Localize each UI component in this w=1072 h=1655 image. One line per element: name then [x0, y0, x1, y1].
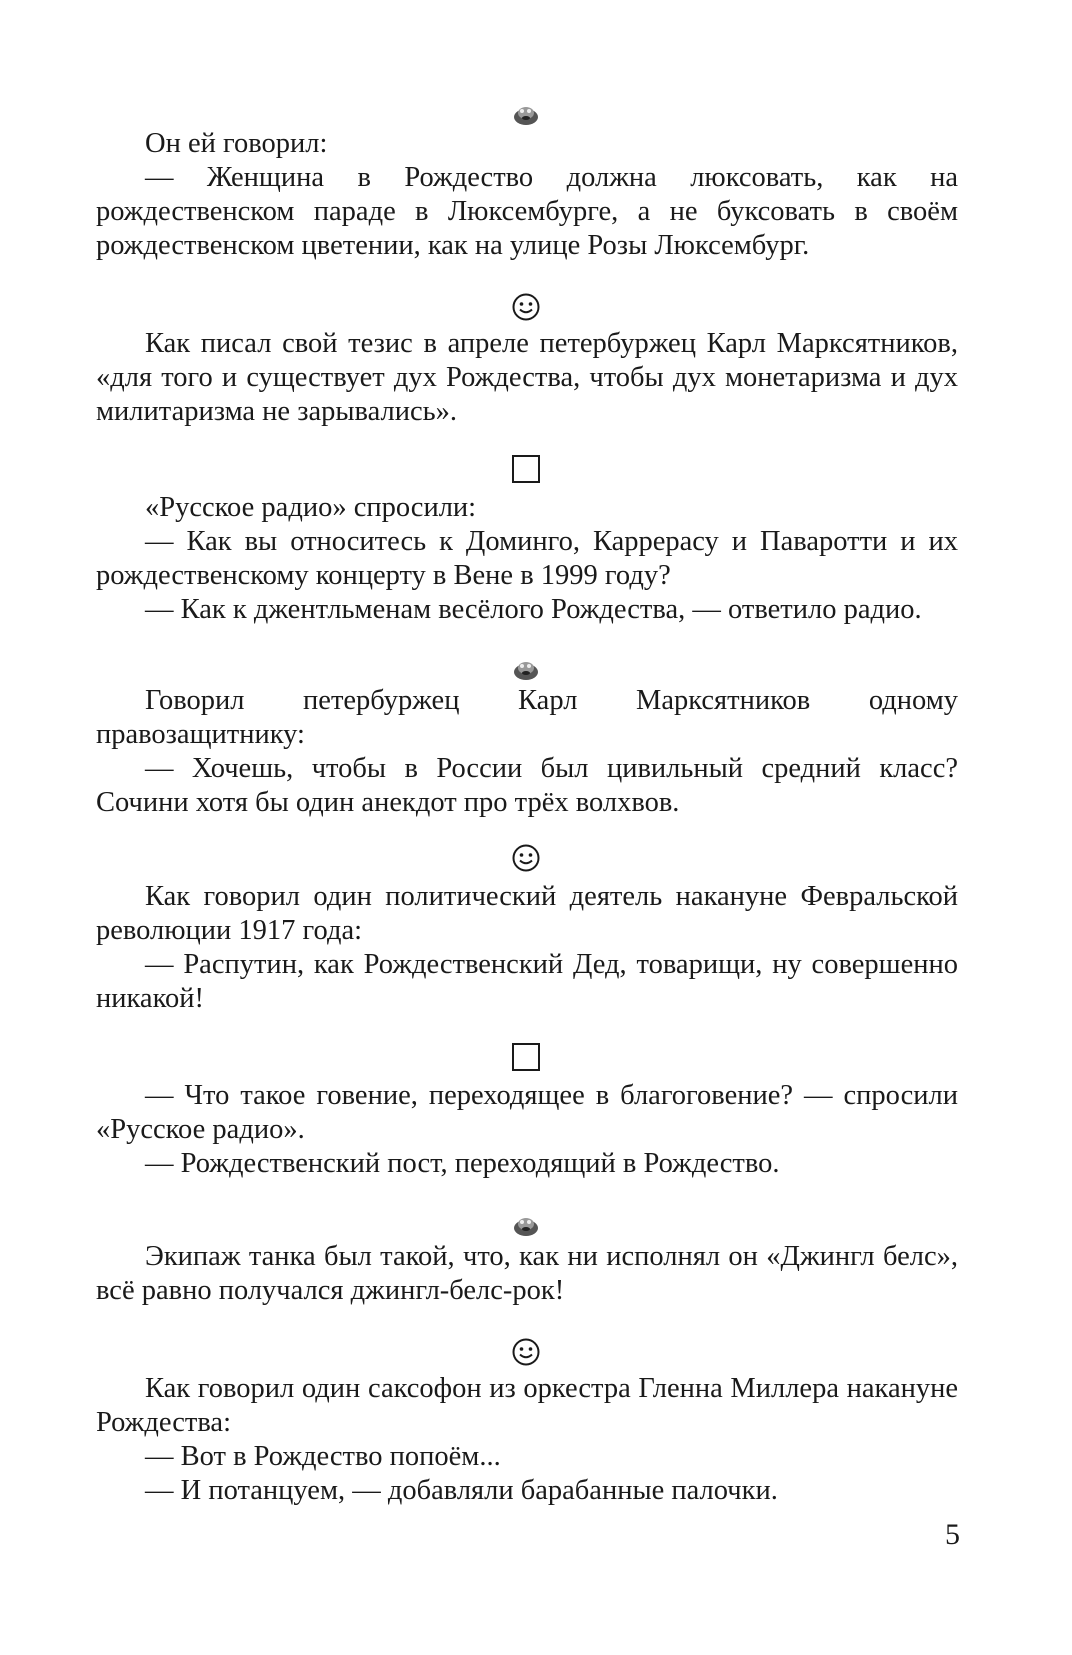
paragraph: — Хочешь, чтобы в России был цивильный средний класс? Сочини хотя бы один анекдот про трёх волхвов. [96, 753, 958, 818]
paragraph: — Распутин, как Рождественский Дед, товарищи, ну совершенно никакой! [96, 949, 958, 1014]
smiley-icon [506, 289, 546, 325]
joke-2 [96, 327, 958, 429]
joke-3 [96, 491, 958, 627]
joke-4 [96, 684, 958, 820]
paragraph: — Как к джентльменам весёлого Рождества, — ответило радио. [145, 594, 922, 625]
paragraph: — Вот в Рождество попоём... [145, 1441, 501, 1472]
paragraph: Как говорил один саксофон из оркестра Гленна Миллера накануне Рождества: [96, 1373, 958, 1438]
paragraph: — Рождественский пост, переходящий в Рождество. [145, 1148, 780, 1179]
paragraph: «Русское радио» спросили: [145, 492, 477, 523]
joke-7 [96, 1240, 958, 1308]
rosette-icon [506, 651, 546, 687]
paragraph: Он ей говорил: [145, 128, 328, 159]
joke-8 [96, 1372, 958, 1508]
smiley-icon [506, 1334, 546, 1370]
smiley-icon [506, 840, 546, 876]
paragraph: — Что такое говение, переходящее в благоговение? — спросили «Русское радио». [96, 1080, 958, 1145]
joke-1 [96, 127, 958, 263]
square-icon [506, 1039, 546, 1075]
paragraph: Как писал свой тезис в апреле петербуржец Карл Марксятников, «для того и существует дух Рождества, чтобы дух монетаризма и дух милитаризма не зарывались». [96, 328, 958, 427]
paragraph: — Женщина в Рождество должна люксовать, как на рождественском параде в Люксембурге, а не буксовать в своём рождественском цветении, как на улице Розы Люксембург. [96, 162, 958, 261]
paragraph: Говорил петербуржец Карл Марксятников одному правозащитнику: [96, 685, 958, 750]
page-number: 5 [945, 1518, 960, 1551]
joke-5 [96, 880, 958, 1016]
rosette-icon [506, 1207, 546, 1243]
square-icon [506, 451, 546, 487]
paragraph: Как говорил один политический деятель накануне Февральской революции 1917 года: [96, 881, 958, 946]
paragraph: — Как вы относитесь к Доминго, Каррерасу и Паваротти и их рождественскому концерту в Вене в 1999 году? [96, 526, 958, 591]
paragraph: Экипаж танка был такой, что, как ни исполнял он «Джингл белс», всё равно получался джингл-белс-рок! [96, 1241, 958, 1306]
joke-6 [96, 1079, 958, 1181]
paragraph: — И потанцуем, — добавляли барабанные палочки. [145, 1475, 778, 1506]
